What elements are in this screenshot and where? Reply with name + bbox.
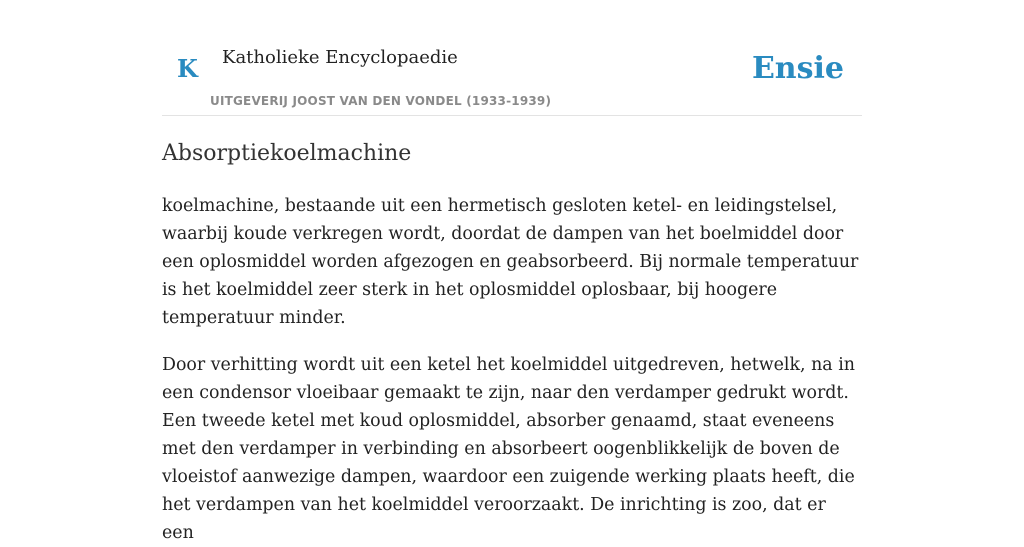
source-title[interactable]: Katholieke Encyclopaedie bbox=[222, 47, 458, 68]
article-title: Absorptiekoelmachine bbox=[162, 141, 412, 166]
article bbox=[162, 138, 862, 547]
article-paragraph: koelmachine, bestaande uit een hermetisch gesloten ketel- en leidingstelsel, waarbij koude verkregen wordt, doordat de dampen van het boelmiddel door een oplosmiddel worden afgezogen en geabsorbeerd. Bij normale temperatuur is het koelmiddel zeer sterk in het oplosmiddel oplosbaar, bij hoogere temperatuur minder. bbox=[162, 196, 859, 328]
brand-logo[interactable]: Ensie bbox=[751, 51, 844, 86]
source-logo[interactable]: K bbox=[177, 54, 198, 83]
site-header bbox=[162, 0, 862, 116]
article-paragraph: Door verhitting wordt uit een ketel het koelmiddel uitgedreven, hetwelk, na in een condensor vloeibaar gemaakt te zijn, naar den verdamper gedrukt wordt. Een tweede ketel met koud oplosmiddel, absorber genaamd, staat eveneens met den verdamper in verbinding en absorbeert oogenblikkelijk de boven de vloeistof aanwezige dampen, waardoor een zuigende werking plaats heeft, die het verdampen van het koelmiddel veroorzaakt. De inrichting is zoo, dat er een bbox=[162, 355, 855, 543]
publisher-label: UITGEVERIJ JOOST VAN DEN VONDEL (1933-1939) bbox=[210, 94, 552, 108]
